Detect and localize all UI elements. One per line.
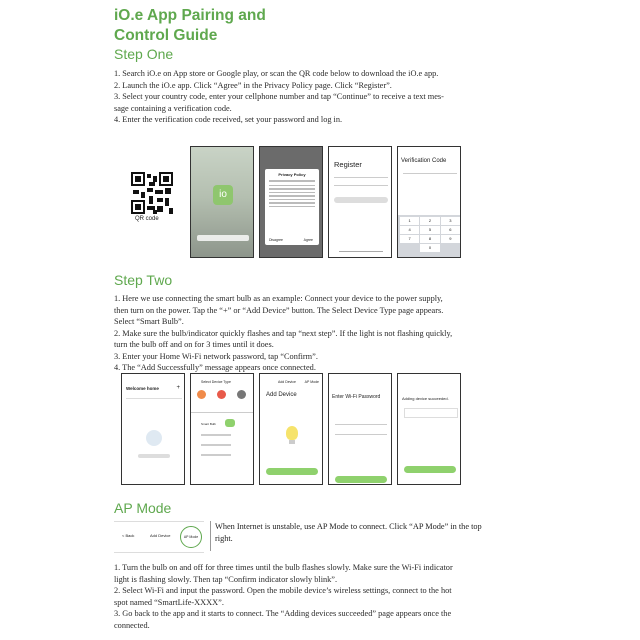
step-two-text xyxy=(114,293,496,374)
ap-mode-text xyxy=(114,562,496,631)
device-type-icon[interactable] xyxy=(217,390,226,399)
title-line-1: iO.e App Pairing and xyxy=(114,7,266,24)
keypad-key[interactable]: 8 xyxy=(420,235,439,243)
back-button[interactable]: < Back xyxy=(122,533,135,538)
ap-mode-line: 2. Select Wi-Fi and input the password. Open the mobile device’s wireless settings, connect to the hot xyxy=(114,586,452,595)
step-two-line: 3. Enter your Home Wi-Fi network password, tap “Confirm”. xyxy=(114,351,318,361)
ap-mode-tab[interactable]: AP Mode xyxy=(304,380,319,384)
keypad-key[interactable]: 6 xyxy=(441,226,460,234)
wifi-title: Enter Wi-Fi Password xyxy=(332,394,381,400)
keypad-key[interactable]: 9 xyxy=(441,235,460,243)
step-one-line: sage containing a verification code. xyxy=(114,103,232,113)
bulb-icon xyxy=(286,426,298,440)
ap-mode-toolbar xyxy=(114,521,204,553)
screen-verification xyxy=(397,146,461,258)
page-title xyxy=(114,6,266,46)
done-button[interactable] xyxy=(404,466,456,473)
step-one-heading: Step One xyxy=(114,46,174,62)
step-one-line: 2. Launch the iO.e app. Click “Agree” in the Privacy Policy page. Click “Register”. xyxy=(114,80,392,90)
smart-bulb-item[interactable]: Smart Bulb xyxy=(201,422,216,426)
ap-mode-line: connected. xyxy=(114,620,150,630)
step-two-line: 2. Make sure the bulb/indicator quickly flashes and tap “next step”. If the light is not flashing quickly, xyxy=(114,328,453,338)
step-one-line: 3. Select your country code, enter your cellphone number and tap “Continue” to receive a text mes- xyxy=(114,92,444,101)
ap-mode-line: 1. Turn the bulb on and off for three times until the bulb flashes slowly. Make sure the Wi-Fi indicator xyxy=(114,563,453,572)
disagree-button[interactable]: Disagree xyxy=(269,238,284,242)
qr-code-label: QR code xyxy=(135,216,159,222)
pointer-hand-icon xyxy=(225,419,235,427)
select-device-title: Select Device Type xyxy=(201,380,231,384)
screen-welcome-home xyxy=(121,373,185,485)
screen-privacy xyxy=(259,146,323,258)
screen-added xyxy=(397,373,461,485)
app-logo: io xyxy=(213,185,233,205)
keypad-key[interactable]: 0 xyxy=(420,244,439,252)
step-one-line: 1. Search iO.e on App store or Google play, or scan the QR code below to download the iO.e app. xyxy=(114,69,439,78)
qr-code-icon xyxy=(131,172,173,214)
step-two-heading: Step Two xyxy=(114,272,173,288)
keypad xyxy=(398,215,461,258)
plus-icon[interactable]: + xyxy=(176,385,180,391)
keypad-key[interactable]: 7 xyxy=(400,235,419,243)
device-type-icon[interactable] xyxy=(237,390,246,399)
step-two-line: 4. The “Add Successfully” message appears once connected. xyxy=(114,363,316,372)
add-device-title: Add Device xyxy=(266,392,297,398)
keypad-key[interactable]: 3 xyxy=(441,217,460,225)
ap-mode-line: spot named “SmartLife-XXXX”. xyxy=(114,597,224,607)
next-step-button[interactable] xyxy=(266,468,318,475)
screen-wifi-password xyxy=(328,373,392,485)
register-title: Register xyxy=(334,160,362,169)
add-device-header: Add Device xyxy=(278,380,296,384)
step-two-line: turn the bulb off and on for 3 times until it does. xyxy=(114,340,274,349)
ap-mode-line: 3. Go back to the app and it starts to connect. The “Adding devices succeeded” page appears once the xyxy=(114,609,452,618)
step-two-line: then turn on the power. Tap the “+” or “Add Device” button. The Select Device Type page appears. xyxy=(114,305,444,315)
keypad-key[interactable]: 4 xyxy=(400,226,419,234)
welcome-home-title: Welcome home xyxy=(126,386,159,391)
ap-mode-intro: When Internet is unstable, use AP Mode to connect. Click “AP Mode” in the top right. xyxy=(215,522,482,543)
step-one-line: 4. Enter the verification code received, set your password and log in. xyxy=(114,115,343,124)
ap-mode-heading: AP Mode xyxy=(114,500,172,516)
title-line-2: Control Guide xyxy=(114,27,218,44)
screen-add-device xyxy=(259,373,323,485)
step-one-text xyxy=(114,68,496,126)
agree-button[interactable]: Agree xyxy=(303,238,313,242)
step-two-line: Select “Smart Bulb”. xyxy=(114,317,184,326)
ap-mode-line: light is flashing slowly. Then tap “Confirm indicator slowly blink”. xyxy=(114,574,338,584)
confirm-button[interactable] xyxy=(335,476,387,483)
keypad-key[interactable]: 1 xyxy=(400,217,419,225)
keypad-key[interactable]: 5 xyxy=(420,226,439,234)
screen-splash xyxy=(190,146,254,258)
step-two-line: 1. Here we use connecting the smart bulb as an example: Connect your device to the power supply, xyxy=(114,294,443,303)
verification-title: Verification Code xyxy=(401,158,447,164)
screen-register xyxy=(328,146,392,258)
add-device-label: Add Device xyxy=(150,533,171,538)
divider xyxy=(210,521,211,551)
privacy-title: Privacy Policy xyxy=(278,172,306,177)
ap-mode-button[interactable]: AP Mode xyxy=(180,526,202,548)
screen-select-device xyxy=(190,373,254,485)
adding-succeeded-title: Adding device succeeded. xyxy=(402,396,449,401)
device-type-icon[interactable] xyxy=(197,390,206,399)
keypad-key[interactable]: 2 xyxy=(420,217,439,225)
